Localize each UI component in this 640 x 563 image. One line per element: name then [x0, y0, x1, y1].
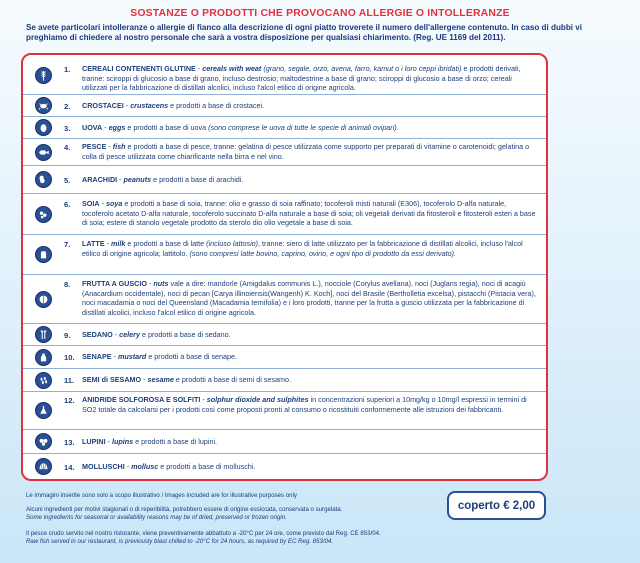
- sesame-icon: [35, 372, 52, 389]
- allergen-text: LUPINI - lupins e prodotti a base di lupini.: [82, 437, 218, 446]
- allergen-row-7: [23, 235, 546, 275]
- allergen-row-9: [23, 324, 546, 346]
- seasonal-note-it: Alcuni ingredienti per motivi stagionali o di reperibilità, potrebbero essere di origine essiccata, conservata o surgelata.: [26, 506, 343, 513]
- raw-fish-note-it: Il pesce crudo servito nel nostro ristorante, viene preventivamente abbattuto a -20°C per 24 ore, come previsto dal Reg. CE 853/04.: [26, 530, 381, 537]
- mustard-icon: [35, 349, 52, 366]
- allergen-number: 7.: [64, 240, 71, 249]
- allergen-row-8: [23, 275, 546, 324]
- lupin-icon: [35, 433, 52, 450]
- allergen-text: SEMI di SESAMO - sesame e prodotti a base di semi di sesamo.: [82, 375, 291, 384]
- allergen-number: 12.: [64, 396, 75, 405]
- images-note: Le immagini inserite sono solo a scopo illustrativo / Images included are for illustrative purposes only: [26, 492, 297, 499]
- allergen-number: 2.: [64, 102, 71, 111]
- allergen-text: MOLLUSCHI - mollusc e prodotti a base di molluschi.: [82, 462, 256, 471]
- allergen-number: 8.: [64, 280, 71, 289]
- allergen-text: SOIA - soya e prodotti a base di soia, tranne: olio e grasso di soia raffinato; tocoferoli misti naturali (E306), tocoferolo D-alfa naturale, tocoferolo acetato D-alfa naturale, tocoferolo succinato D-alfa naturale a base di soia; oli vegetali derivati da fitosteroli e fitosteroli esteri a base di soia; estere di stanolo vegetale prodotto da sterolo dio olio vegetale a base di soia.: [82, 199, 536, 228]
- wheat-icon: [35, 67, 52, 84]
- cover-charge-badge: coperto € 2,00: [447, 491, 546, 520]
- allergen-text: ARACHIDI - peanuts e prodotti a base di arachidi.: [82, 175, 244, 184]
- shell-icon: [35, 458, 52, 475]
- allergen-number: 3.: [64, 124, 71, 133]
- allergen-number: 4.: [64, 143, 71, 152]
- fish-icon: [35, 144, 52, 161]
- soy-icon: [35, 206, 52, 223]
- allergen-number: 6.: [64, 200, 71, 209]
- allergen-row-14: [23, 454, 546, 481]
- allergen-text: UOVA - eggs e prodotti a base di uova (sono comprese le uova di tutte le specie di animali ovipari).: [82, 123, 399, 132]
- allergen-row-2: [23, 95, 546, 117]
- allergen-row-3: [23, 117, 546, 139]
- sulphite-icon: [35, 402, 52, 419]
- celery-icon: [35, 326, 52, 343]
- allergen-row-6: [23, 194, 546, 235]
- allergen-row-11: [23, 369, 546, 392]
- allergen-text: PESCE - fish e prodotti a base di pesce, tranne: gelatina di pesce utilizzata come supporto per preparati di vitamine o carotenoidi; gelatina o colla di pesce utilizzata come chiarificante nella birra e nel vino.: [82, 142, 530, 161]
- allergen-text: SEDANO - celery e prodotti a base di sedano.: [82, 330, 231, 339]
- nut-icon: [35, 291, 52, 308]
- allergen-text: LATTE - milk e prodotti a base di latte (incluso lattosio), tranne: siero di latte utilizzato per la fabbricazione di distillati alcolici, incluso l'alcol etilico di origine agricola; lattitolo. (sono compresi latte bovino, caprino, ovino, e ogni tipo di prodotto da essi derivato).: [82, 239, 523, 258]
- allergen-row-1: [23, 55, 546, 95]
- intro-text: Se avete particolari intolleranze o allergie di fianco alla descrizione di ogni piatto troverete il numero dell'allergene contenuto. In caso di dubbi vi preghiamo di chiedere al nostro personale che sarà a vostra disposizione per qualsiasi chiarimento. (Reg. UE 1169 del 2011).: [26, 23, 583, 42]
- allergen-row-5: [23, 166, 546, 194]
- allergen-text: CROSTACEI - crustacens e prodotti a base di crostacei.: [82, 101, 265, 110]
- allergen-number: 13.: [64, 438, 75, 447]
- allergen-row-13: [23, 430, 546, 454]
- allergen-number: 14.: [64, 463, 75, 472]
- allergen-text: CEREALI CONTENENTI GLUTINE - cereals with weat (grano, segale, orzo, avena, farro, kamut o i loro ceppi ibridati) e prodotti derivati, tranne: sciroppi di glucosio a base di grano, incluso destrosio; maltodestrine a base di grano; sciroppi di glucosio a base di orzo; cereali utilizzati per la fabbricazione di distillati alcolici, incluso l'alcol etilico di origine agricola.: [82, 64, 521, 93]
- peanut-icon: [35, 171, 52, 188]
- allergen-text: SENAPE - mustard e prodotti a base di senape.: [82, 352, 238, 361]
- allergen-number: 1.: [64, 65, 71, 74]
- allergen-number: 9.: [64, 331, 71, 340]
- egg-icon: [35, 119, 52, 136]
- allergen-text: ANIDRIDE SOLFOROSA E SOLFITI - solphur dioxide and sulphites in concentrazioni superiori a 10mg/kg o 10mg/l espressi in termini di SO2 totale da calcolarsi per i prodotti così come proposti pronti al consumo o ricostituiti conformemente alle istruzioni dei fabbricanti.: [82, 395, 527, 414]
- allergen-row-4: [23, 139, 546, 166]
- allergen-number: 11.: [64, 376, 75, 385]
- seasonal-note-en: Some ingredients for seasonal or availability reasons may be of dried, preserved or frozen origin.: [26, 514, 287, 521]
- crab-icon: [35, 97, 52, 114]
- allergen-number: 10.: [64, 353, 75, 362]
- milk-icon: [35, 246, 52, 263]
- allergen-number: 5.: [64, 176, 71, 185]
- raw-fish-note-en: Raw fish served in our restaurant, is previously blast chilled to -20°C for 24 hours, as required by EC Reg. 853/04.: [26, 538, 333, 545]
- allergen-list: [21, 53, 548, 481]
- allergen-row-10: [23, 346, 546, 369]
- page-title: SOSTANZE O PRODOTTI CHE PROVOCANO ALLERGIE O INTOLLERANZE: [130, 8, 510, 19]
- allergen-row-12: [23, 392, 546, 430]
- allergen-text: FRUTTA A GUSCIO - nuts vale a dire: mandorle (Amigdalus communis L.), nocciole (Corylus avellana), noci (Juglans regia), noci di acagiù (Anacardium occidentale), noci di pecan [Carya illinoiensis(Wangenh) K. Koch], noci del Brasile (Bertholletia excelsa), pistacchi (Pistacia vera), noci macadamia o noci del Queensland (Macadamia ternifolia) e i loro prodotti, tranne per la frutta a guscio utilizzata per la fabbricazione di distillati alcolici, incluso l'alcol etilico di origine agricola.: [82, 279, 536, 317]
